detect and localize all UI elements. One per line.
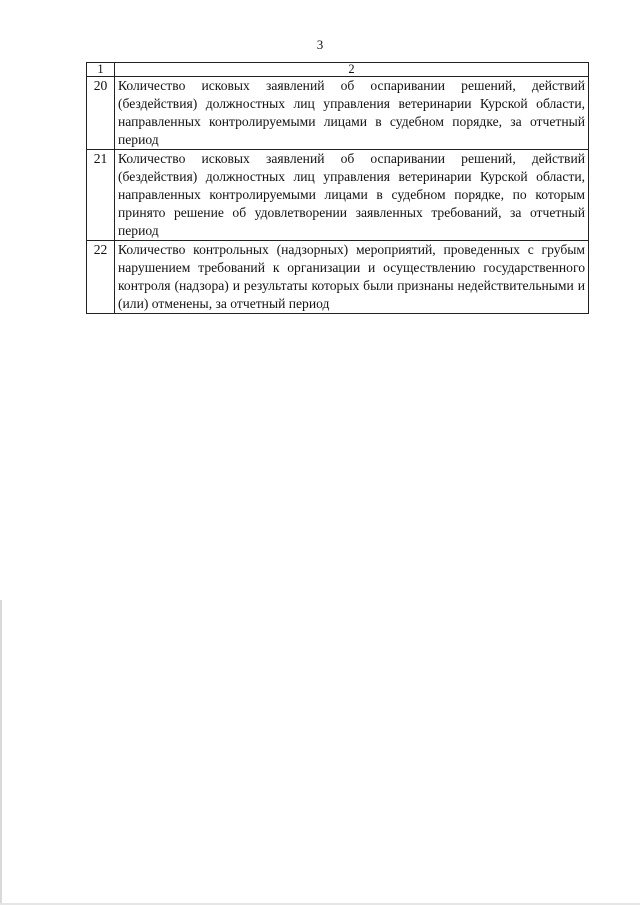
row-number: 21 — [87, 150, 115, 241]
table-row — [87, 241, 589, 314]
header-col-1: 1 — [87, 63, 115, 77]
table-header-row — [87, 63, 589, 77]
row-text: Количество исковых заявлений об оспаривании решений, действий (бездействия) должностных лиц управления ветеринарии Курской области, направленных контролируемыми лицами в судебном порядке, за отчетный период — [115, 77, 589, 150]
row-text: Количество контрольных (надзорных) мероприятий, проведенных с грубым нарушением требований к организации и осуществлению государственного контроля (надзора) и результаты которых были признаны недействительными и (или) отменены, за отчетный период — [115, 241, 589, 314]
row-number: 20 — [87, 77, 115, 150]
indicators-table — [86, 62, 589, 314]
page-number: 3 — [316, 37, 324, 52]
row-number: 22 — [87, 241, 115, 314]
scan-edge-left — [0, 600, 2, 905]
table-row — [87, 150, 589, 241]
table-row — [87, 77, 589, 150]
header-col-2: 2 — [115, 63, 589, 77]
row-text: Количество исковых заявлений об оспаривании решений, действий (бездействия) должностных лиц управления ветеринарии Курской области, направленных контролируемыми лицами в судебном порядке, по которым принято решение об удовлетворении заявленных требований, за отчетный период — [115, 150, 589, 241]
